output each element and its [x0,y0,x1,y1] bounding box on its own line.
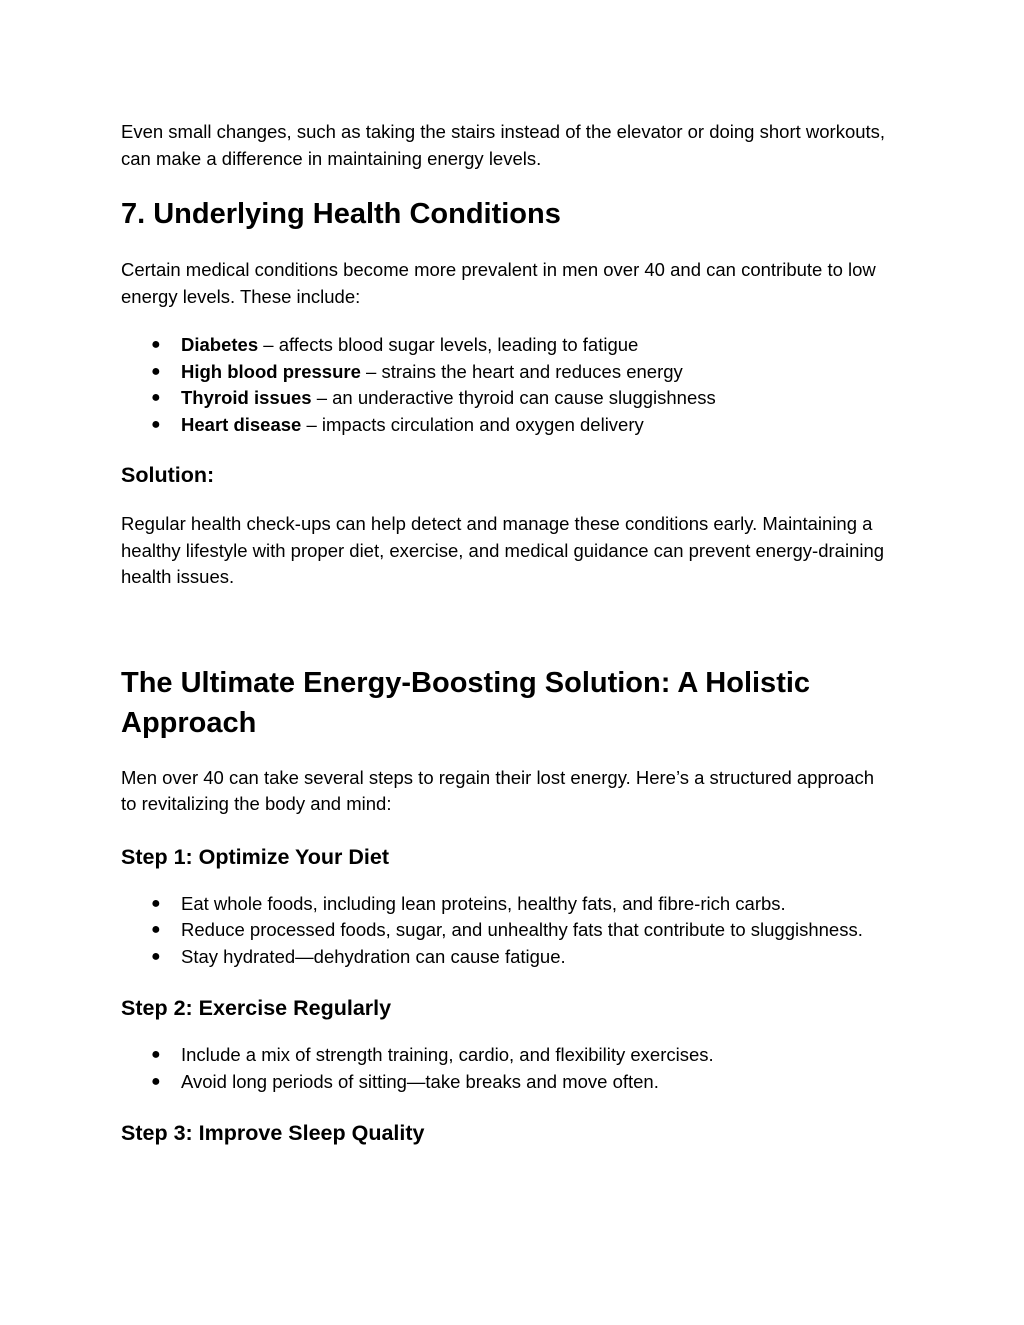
bullet-icon: ● [151,362,161,380]
list-item [121,412,894,439]
solution-heading: Solution: [121,463,215,487]
list-item [121,1069,894,1096]
step-1-list [121,891,894,971]
bullet-icon: ● [151,947,161,965]
section-7-paragraph: Certain medical conditions become more prevalent in men over 40 and can contribute to low energy levels. These include: [121,259,876,307]
step-2-heading: Step 2: Exercise Regularly [121,996,392,1020]
condition-desc: – affects blood sugar levels, leading to fatigue [258,334,639,355]
bullet-icon: ● [151,389,161,406]
holistic-section-title: The Ultimate Energy-Boosting Solution: A Holistic Approach [121,666,811,739]
condition-desc: – an underactive thyroid can cause sluggishness [311,387,716,408]
solution-paragraph: Regular health check-ups can help detect and manage these conditions early. Maintaining a healthy lifestyle with proper diet, exercise, and medical guidance can prevent energy-draining health issues. [121,513,885,587]
list-item [121,359,894,386]
list-item [121,917,894,944]
intro-paragraph: Even small changes, such as taking the stairs instead of the elevator or doing short workouts, can make a difference in maintaining energy levels. [121,121,886,169]
list-item [121,332,894,359]
list-item [121,944,894,971]
condition-desc: – strains the heart and reduces energy [360,360,683,382]
step-1-heading: Step 1: Optimize Your Diet [121,844,389,869]
list-item [121,385,894,412]
condition-term: Thyroid issues [181,387,312,408]
bullet-icon: ● [151,415,161,433]
list-item-text: Eat whole foods, including lean proteins, healthy fats, and fibre-rich carbs. [181,892,786,914]
step-2-list [121,1042,894,1095]
list-item [121,891,894,918]
condition-term: High blood pressure [181,360,361,382]
holistic-paragraph: Men over 40 can take several steps to regain their lost energy. Here’s a structured approach to revitalizing the body and mind: [121,766,875,814]
list-item-text: Reduce processed foods, sugar, and unhealthy fats that contribute to sluggishness. [181,919,863,940]
bullet-icon: ● [151,894,161,912]
list-item-text: Include a mix of strength training, cardio, and flexibility exercises. [181,1044,714,1065]
condition-term: Heart disease [181,413,302,435]
condition-desc: – impacts circulation and oxygen delivery [301,413,644,435]
bullet-icon: ● [151,1072,161,1090]
bullet-icon: ● [151,1046,161,1063]
section-7-title: 7. Underlying Health Conditions [121,198,561,230]
list-item-text: Stay hydrated—dehydration can cause fatigue. [181,945,566,967]
list-item-text: Avoid long periods of sitting—take breaks and move often. [181,1070,659,1092]
bullet-icon: ● [151,921,161,938]
step-3-heading: Step 3: Improve Sleep Quality [121,1121,425,1145]
conditions-list [121,332,894,438]
list-item [121,1042,894,1069]
bullet-icon: ● [151,336,161,353]
condition-term: Diabetes [181,334,259,355]
